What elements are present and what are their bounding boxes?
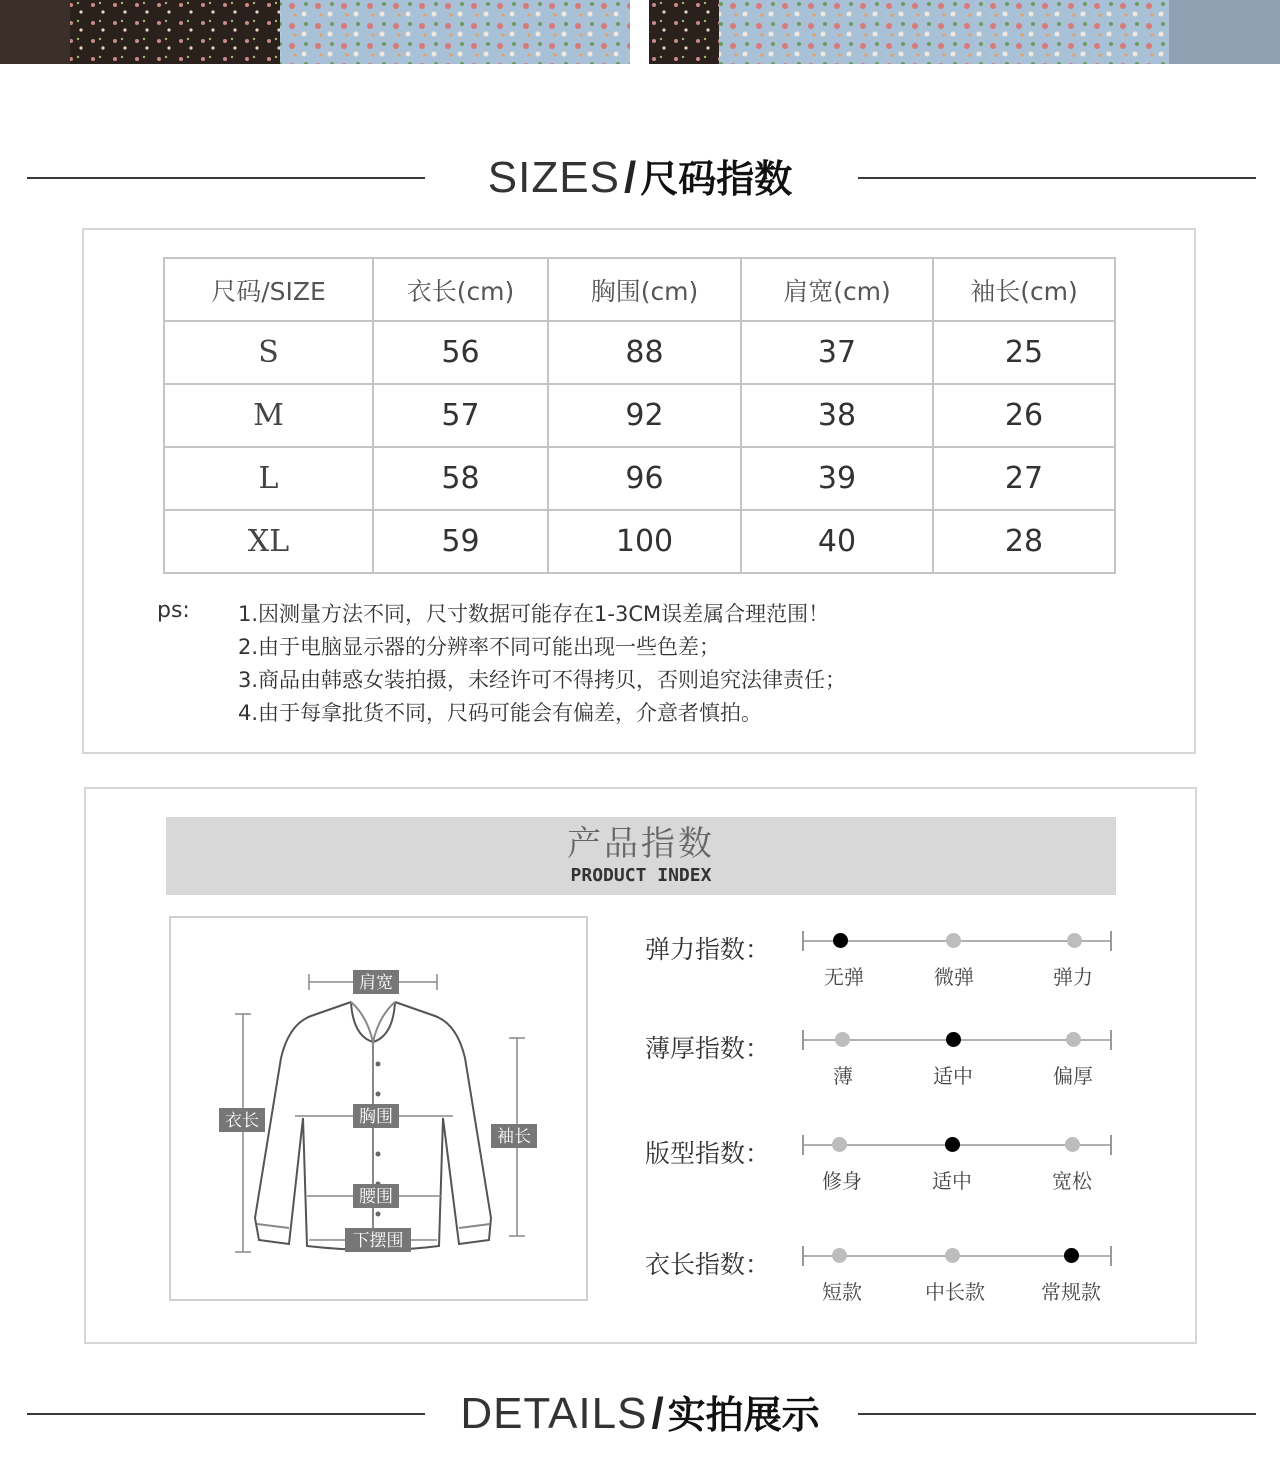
cell-size: XL [164,510,373,573]
index-scale [802,1135,1112,1193]
label-waist [353,1184,399,1208]
index-dot [946,1032,961,1047]
index-dot [945,1248,960,1263]
sizes-title-cn: 尺码指数 [640,157,793,201]
cell-sleeve: 26 [933,384,1115,447]
index-scale [802,1246,1112,1304]
index-dot [945,1137,960,1152]
header-chest: 胸围(cm) [548,258,741,321]
index-option: 宽松 [1052,1169,1092,1193]
index-option: 中长款 [925,1280,985,1304]
table-row [164,384,1115,447]
index-option: 短款 [822,1280,862,1304]
cell-chest: 96 [548,447,741,510]
note-item: 4.由于每拿批货不同，尺码可能会有偏差，介意者慎拍。 [238,701,763,725]
index-label: 薄厚指数： [645,1034,771,1063]
details-heading [0,1384,1280,1444]
cell-size: L [164,447,373,510]
details-title-en: DETAILS [460,1389,648,1438]
index-option: 偏厚 [1053,1064,1093,1088]
cell-length: 56 [373,321,548,384]
index-option: 微弹 [934,965,974,989]
index-label: 衣长指数： [645,1250,771,1279]
cell-chest: 92 [548,384,741,447]
cell-sleeve: 25 [933,321,1115,384]
shirt-measure-diagram [171,918,586,1299]
size-table-header-row [164,258,1115,321]
product-index-title-en: PRODUCT INDEX [570,865,712,886]
index-thickness [645,1029,1125,1099]
index-dot [1066,1032,1081,1047]
index-dot [832,1248,847,1263]
sizes-title-sep: / [623,153,637,202]
note-item: 3.商品由韩惑女装拍摄，未经许可不得拷贝，否则追究法律责任； [238,668,847,692]
cell-shoulder: 40 [741,510,933,573]
index-option: 常规款 [1041,1280,1101,1304]
label-hem [345,1228,411,1252]
cell-size: S [164,321,373,384]
table-row [164,510,1115,573]
svg-text:袖长: 袖长 [497,1127,531,1147]
label-shoulder [353,970,399,994]
cell-length: 59 [373,510,548,573]
cell-length: 58 [373,447,548,510]
index-option: 适中 [932,1169,972,1193]
index-option: 弹力 [1053,965,1093,989]
svg-text:胸围: 胸围 [359,1107,393,1127]
cell-size: M [164,384,373,447]
index-length [645,1245,1125,1315]
garment-diagram [169,916,588,1301]
index-label: 版型指数： [645,1139,771,1168]
sizes-heading [0,148,1280,208]
svg-text:肩宽: 肩宽 [359,973,393,993]
cell-chest: 88 [548,321,741,384]
cell-sleeve: 28 [933,510,1115,573]
details-title-cn: 实拍展示 [667,1393,820,1437]
cell-shoulder: 38 [741,384,933,447]
product-index-banner [166,817,1116,895]
table-row [164,447,1115,510]
cell-shoulder: 39 [741,447,933,510]
size-table [163,257,1116,574]
label-length [219,1108,265,1132]
cell-sleeve: 27 [933,447,1115,510]
product-photo-left [0,0,630,64]
index-dot [1067,933,1082,948]
notes-label: ps: [157,598,190,623]
index-option: 适中 [933,1064,973,1088]
index-dot [1065,1137,1080,1152]
header-sleeve: 袖长(cm) [933,258,1115,321]
index-dot [832,1137,847,1152]
index-dot [946,933,961,948]
index-scale [802,1030,1112,1088]
index-dot [1064,1248,1079,1263]
details-title-sep: / [651,1389,664,1438]
sizes-title-en: SIZES [487,153,620,202]
product-index-title-cn: 产品指数 [567,824,715,864]
index-fit [645,1134,1125,1204]
index-elasticity [645,930,1125,1000]
index-scale [802,931,1112,989]
note-item: 1.因测量方法不同，尺寸数据可能存在1-3CM误差属合理范围！ [238,602,830,626]
index-label: 弹力指数： [645,935,771,964]
notes-list [238,598,846,730]
note-item: 2.由于电脑显示器的分辨率不同可能出现一些色差； [238,635,721,659]
cell-length: 57 [373,384,548,447]
product-photo-right [649,0,1280,64]
index-option: 薄 [833,1064,853,1088]
svg-text:下摆围: 下摆围 [352,1231,404,1251]
index-dot [835,1032,850,1047]
table-row [164,321,1115,384]
index-dot [833,933,848,948]
cell-chest: 100 [548,510,741,573]
index-option: 修身 [822,1169,862,1193]
svg-text:腰围: 腰围 [359,1187,393,1207]
label-chest [353,1104,399,1128]
cell-shoulder: 37 [741,321,933,384]
svg-text:衣长: 衣长 [225,1111,259,1131]
header-size: 尺码/SIZE [164,258,373,321]
header-shoulder: 肩宽(cm) [741,258,933,321]
header-length: 衣长(cm) [373,258,548,321]
index-option: 无弹 [824,965,864,989]
label-sleeve [491,1124,537,1148]
